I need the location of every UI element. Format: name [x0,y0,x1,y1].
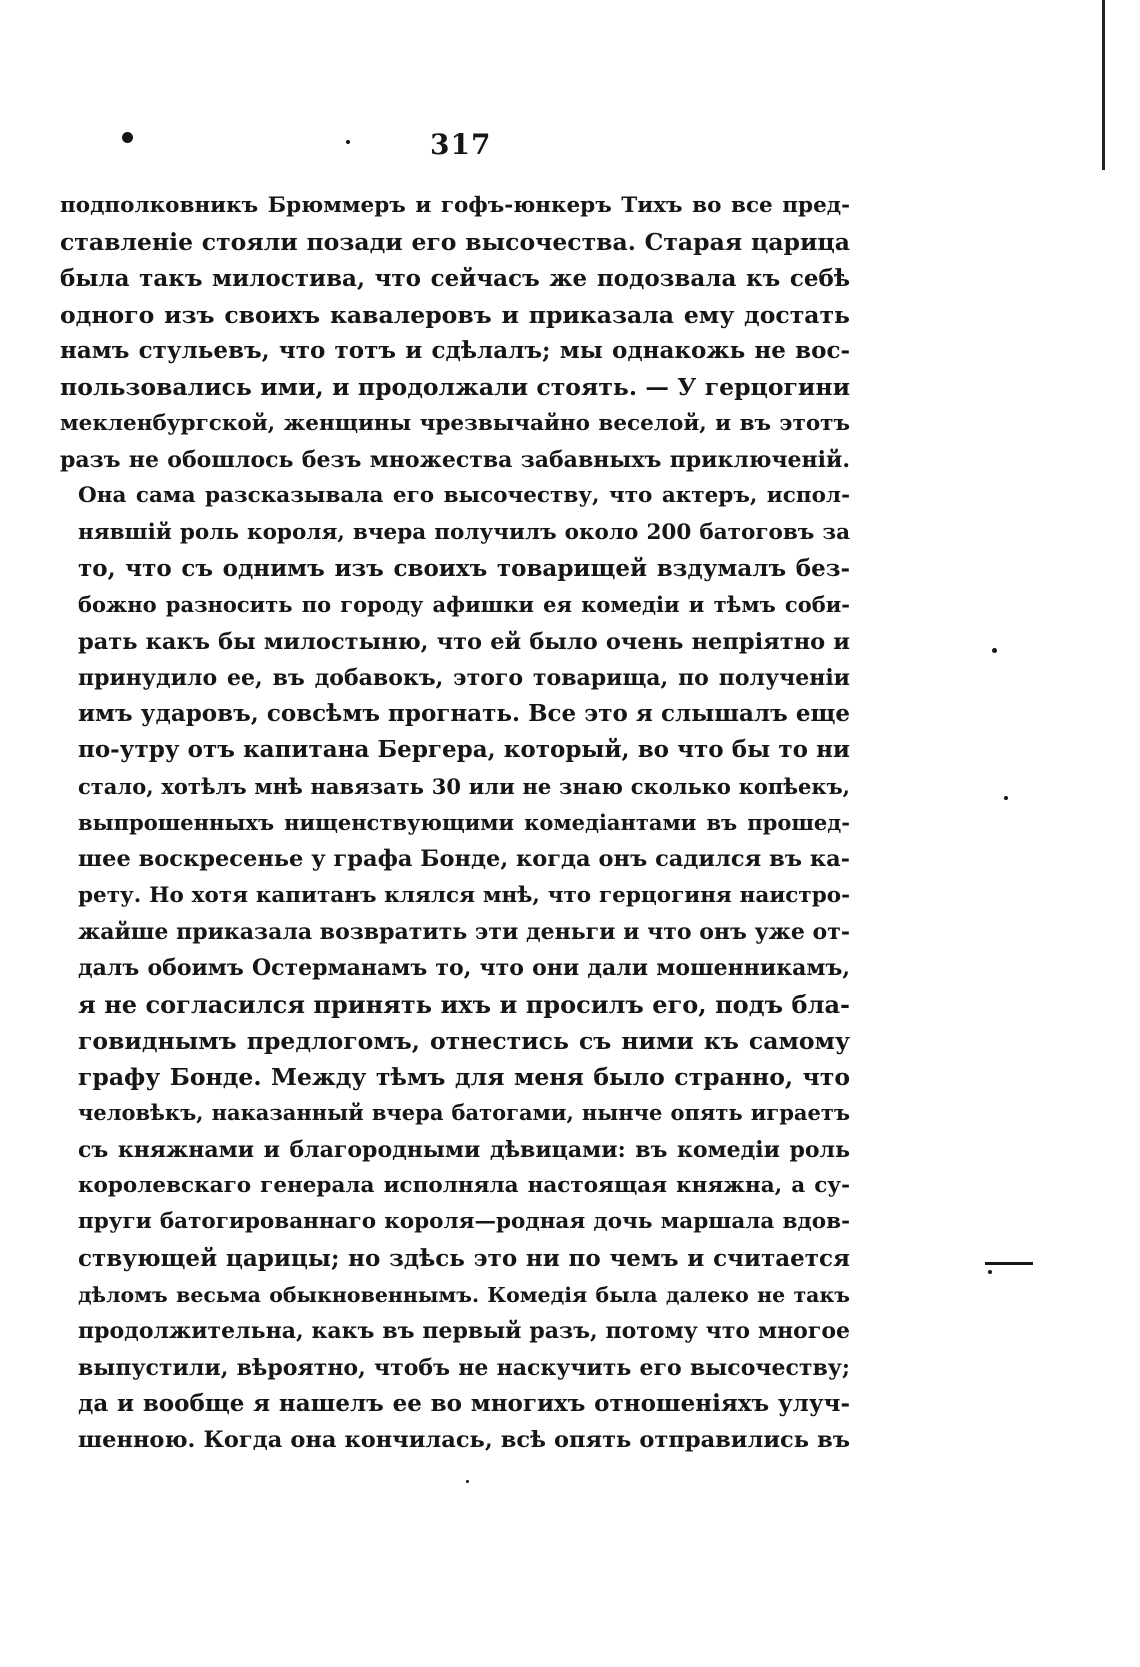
text-line: да и вообще я нашелъ ее во многихъ отношеніяхъ улуч- [78,1389,850,1417]
scan-edge-line [1102,0,1105,170]
text-line: рету. Но хотя капитанъ клялся мнѣ, что герцогиня наистро- [78,882,850,908]
ink-dot-mark [988,1270,992,1274]
text-line: то, что съ однимъ изъ своихъ товарищей вздумалъ без- [78,554,850,582]
text-line: королевскаго генерала исполняла настоящая княжна, а су- [78,1173,850,1199]
page-number: 317 [430,128,492,161]
text-line: говиднымъ предлогомъ, отнестись съ ними къ самому [78,1026,850,1055]
text-line: была такъ милостива, что сейчасъ же подозвала къ себѣ [60,264,850,292]
text-line: мекленбургской, женщины чрезвычайно веселой, и въ этотъ [60,410,850,436]
text-line: шее воскресенье у графа Бонде, когда онъ садился въ ка- [78,846,850,873]
text-line: выпустили, вѣроятно, чтобъ не наскучить его высочеству; [78,1354,850,1381]
text-line: пруги батогированнаго короля—родная дочь маршала вдов- [78,1209,850,1235]
text-line: жайше приказала возвратить эти деньги и что онъ уже от- [78,918,850,945]
text-line: имъ ударовъ, совсѣмъ прогнать. Все это я слышалъ еще [78,700,850,728]
text-line: далъ обоимъ Остерманамъ то, что они дали мошенникамъ, [78,955,850,982]
text-line: продолжительна, какъ въ первый разъ, потому что многое [78,1318,850,1345]
text-line: выпрошенныхъ нищенствующими комедіантами въ прошед- [78,810,850,836]
ink-dot-mark [1004,796,1008,800]
text-line: шенною. Когда она кончилась, всѣ опять отправились въ [78,1427,850,1454]
text-line: божно разносить по городу афишки ея комедіи и тѣмъ соби- [78,592,850,618]
text-line: ставленіе стояли позади его высочества. Старая царица [60,228,850,257]
text-line: намъ стульевъ, что тотъ и сдѣлалъ; мы однакожь не вос- [60,337,850,365]
ink-dot-mark [992,648,997,653]
text-line: подполковникъ Брюммеръ и гофъ-юнкеръ Тихъ во все пред- [60,193,850,218]
text-line: одного изъ своихъ кавалеровъ и приказала ему достать [60,300,850,329]
text-line: разъ не обошлось безъ множества забавныхъ приключеній. [60,447,850,474]
text-line: съ княжнами и благородными дѣвицами: въ комедіи роль [78,1136,850,1163]
text-line: Она сама разсказывала его высочеству, что актеръ, испол- [78,483,850,509]
text-line: рать какъ бы милостыню, что ей было очень непріятно и [78,628,850,655]
ink-dash-mark [985,1262,1033,1265]
text-line: пользовались ими, и продолжали стоять. — У герцогини [60,373,850,402]
text-line: графу Бонде. Между тѣмъ для меня было странно, что [78,1063,850,1092]
ink-dot-mark [122,132,133,143]
ink-dot-mark [466,1480,469,1483]
text-line: дѣломъ весьма обыкновеннымъ. Комедія была далеко не такъ [78,1282,850,1307]
text-line: принудило ее, въ добавокъ, этого товарища, по полученіи [78,664,850,691]
ink-dot-mark [346,140,350,144]
text-line: по-утру отъ капитана Бергера, который, во что бы то ни [78,736,850,764]
text-line: я не согласился принять ихъ и просилъ его, подъ бла- [78,989,850,1019]
text-line: человѣкъ, наказанный вчера батогами, нынче опять играетъ [78,1100,850,1126]
text-line: нявшій роль короля, вчера получилъ около 200 батоговъ за [78,519,850,545]
text-line: ствующей царицы; но здѣсь это ни по чемъ и считается [78,1244,850,1272]
text-line: стало, хотѣлъ мнѣ навязать 30 или не знаю сколько копѣекъ, [78,773,850,799]
body-text [60,188,850,1458]
